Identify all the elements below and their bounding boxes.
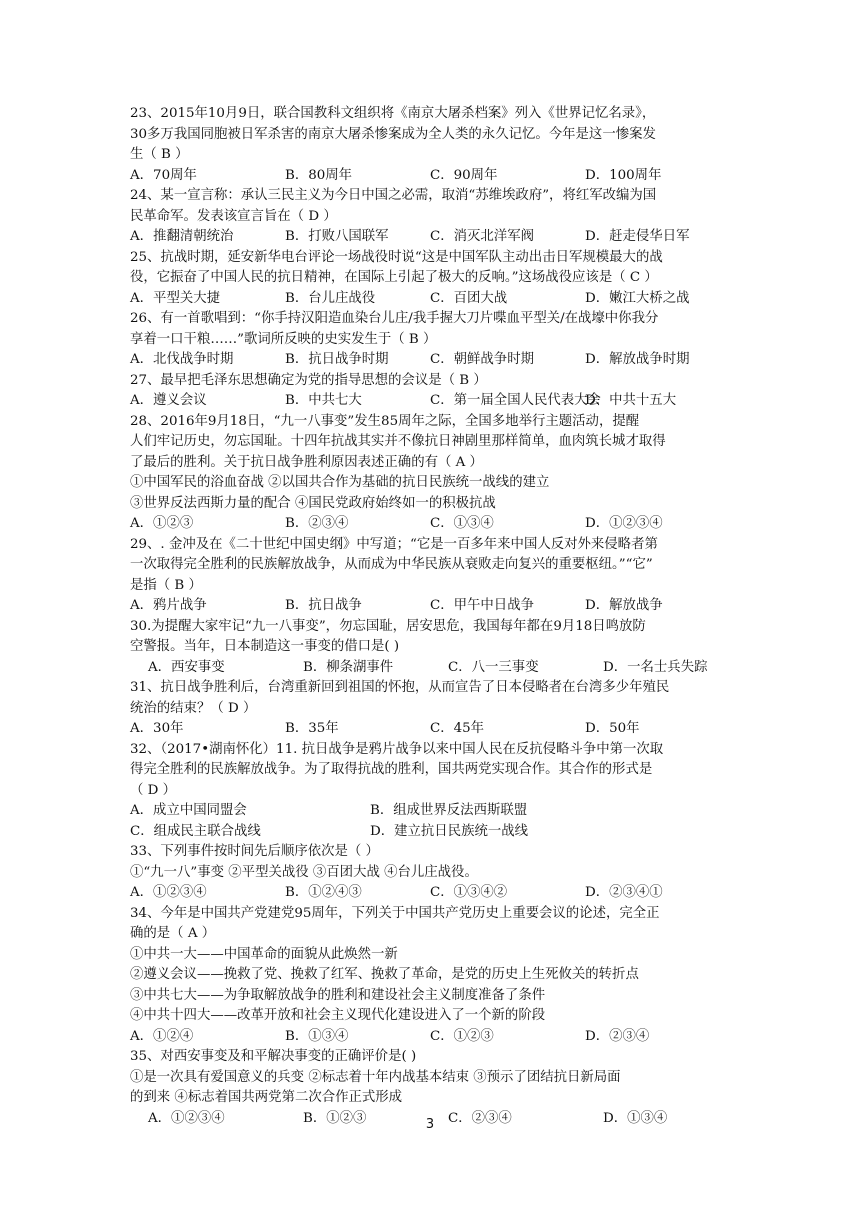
question-q32	[130, 740, 740, 843]
answer-option: B．80周年	[285, 167, 353, 183]
answer-option: D．①②③④	[585, 516, 663, 531]
question-q29	[130, 535, 740, 617]
option-row	[130, 166, 740, 187]
question-text-line: 是指（ B ）	[130, 577, 202, 593]
option-row	[130, 289, 740, 310]
answer-option: D．①③④	[603, 1110, 668, 1126]
answer-option: B．打败八国联军	[285, 229, 389, 244]
question-text-line: 33、下列事件按时间先后顺序依次是（ ）	[130, 844, 379, 859]
answer-option: A．①②③④	[148, 1110, 225, 1126]
question-text-line: 32、（2017•湖南怀化）11. 抗日战争是鸦片战争以来中国人民在反抗侵略斗争中第一次取	[130, 741, 664, 757]
option-row	[130, 883, 740, 904]
answer-option: C．45年	[430, 721, 485, 736]
question-text-line: （ D ）	[130, 782, 177, 798]
question-text-line: 34、今年是中国共产党建党95周年，下列关于中国共产党历史上重要会议的论述，完全正	[130, 905, 660, 921]
question-q28	[130, 412, 740, 535]
question-text-line: 空警报。当年，日本制造这一事变的借口是( )	[130, 639, 400, 654]
answer-option: A．西安事变	[148, 659, 225, 675]
question-text-line: ①是一次具有爱国意义的兵变 ②标志着十年内战基本结束 ③预示了团结抗日新局面	[130, 1069, 621, 1085]
answer-option: A．北伐战争时期	[130, 352, 234, 367]
answer-option: B．台儿庄战役	[285, 290, 376, 306]
answer-option: B．35年	[285, 721, 339, 736]
question-q27	[130, 371, 740, 412]
question-text-line: 得完全胜利的民族解放战争。为了取得抗战的胜利，国共两党实现合作。其合作的形式是	[130, 762, 653, 777]
answer-option: C．②③④	[448, 1110, 512, 1126]
question-list	[130, 104, 740, 1129]
answer-option: D．建立抗日民族统一战线	[370, 823, 529, 839]
answer-option: C．甲午中日战争	[430, 598, 534, 613]
question-text-line: ②遵义会议——挽救了党、挽救了红军、挽救了革命，是党的历史上生死攸关的转折点	[130, 967, 639, 982]
option-row	[130, 350, 740, 371]
answer-option: A．70周年	[130, 167, 197, 183]
question-q30	[130, 617, 740, 679]
question-text-line: 民革命军。发表该宣言旨在（ D ）	[130, 208, 337, 224]
answer-option: A．30年	[130, 721, 184, 736]
question-text-line: ①中国军民的浴血奋战 ②以国共合作为基础的抗日民族统一战线的建立	[130, 475, 550, 490]
question-text-line: 一次取得完全胜利的民族解放战争，从而成为中华民族从衰败走向复兴的重要枢纽。”“它”	[130, 557, 653, 572]
answer-option: D．解放战争	[585, 598, 663, 613]
answer-option: A．成立中国同盟会	[130, 803, 247, 818]
answer-option: B．柳条湖事件	[303, 659, 394, 675]
page-number: 3	[425, 1117, 435, 1132]
answer-option: C．组成民主联合战线	[130, 823, 261, 839]
question-q31	[130, 678, 740, 740]
answer-option: D．解放战争时期	[585, 352, 690, 367]
question-text-line: 了最后的胜利。关于抗日战争胜利原因表述正确的有（ A ）	[130, 454, 483, 470]
answer-option: C．第一届全国人民代表大会	[430, 393, 601, 408]
question-q34	[130, 904, 740, 1048]
question-text-line: ①中共一大——中国革命的面貌从此焕然一新	[130, 946, 398, 962]
answer-option: B．组成世界反法西斯联盟	[370, 803, 528, 818]
answer-option: C．八一三事变	[448, 659, 539, 675]
answer-option: C．①②③	[430, 1028, 494, 1044]
answer-option: D．嫩江大桥之战	[585, 290, 690, 306]
answer-option: C．朝鲜战争时期	[430, 352, 534, 367]
answer-option: B．①③④	[285, 1028, 349, 1044]
question-q33	[130, 842, 740, 904]
question-q26	[130, 309, 740, 371]
question-q23	[130, 104, 740, 186]
option-row	[130, 391, 740, 412]
question-text-line: 人们牢记历史，勿忘国耻。十四年抗战其实并不像抗日神剧里那样简单，血肉筑长城才取得	[130, 434, 666, 449]
answer-option: D．赶走侵华日军	[585, 229, 690, 244]
answer-option: D．②③④	[585, 1028, 650, 1044]
question-text-line: 24、某一宣言称：承认三民主义为今日中国之必需，取消“苏维埃政府”，将红军改编为国	[130, 188, 657, 203]
answer-option: C．①③④②	[430, 885, 508, 900]
question-text-line: 31、抗日战争胜利后，台湾重新回到祖国的怀抱，从而宣告了日本侵略者在台湾多少年殖民	[130, 680, 670, 695]
question-text-line: ①“九一八”事变 ②平型关战役 ③百团大战 ④台儿庄战役。	[130, 864, 478, 880]
answer-option: B．抗日战争	[285, 598, 362, 613]
question-text-line: 30多万我国同胞被日军杀害的南京大屠杀惨案成为全人类的永久记忆。今年是这一惨案发	[130, 126, 656, 142]
answer-option: D．②③④①	[585, 885, 663, 900]
answer-option: B．②③④	[285, 516, 349, 531]
question-text-line: 役，它振奋了中国人民的抗日精神，在国际上引起了极大的反响。”这场战役应该是（ C ）	[130, 270, 658, 285]
answer-option: A．推翻清朝统治	[130, 229, 234, 244]
question-text-line: 生（ B ）	[130, 147, 189, 162]
question-text-line: 的到来 ④标志着国共两党第二次合作正式形成	[130, 1090, 403, 1105]
answer-option: A．平型关大捷	[130, 290, 221, 306]
question-text-line: ④中共十四大——改革开放和社会主义现代化建设进入了一个新的阶段	[130, 1008, 546, 1023]
answer-option: D．100周年	[585, 167, 662, 183]
answer-option: C．90周年	[430, 167, 498, 183]
option-row	[130, 227, 740, 248]
answer-option: A．①②③④	[130, 885, 207, 900]
answer-option: C．①③④	[430, 516, 494, 531]
question-text-line: 27、最早把毛泽东思想确定为党的指导思想的会议是（ B ）	[130, 372, 487, 388]
answer-option: A．鸦片战争	[130, 598, 207, 613]
question-text-line: ③世界反法西斯力量的配合 ④国民党政府始终如一的积极抗战	[130, 495, 496, 511]
answer-option: A．①②④	[130, 1028, 194, 1044]
answer-option: D．一名士兵失踪	[603, 659, 708, 675]
answer-option: B．①②③	[303, 1110, 367, 1126]
question-text-line: 30.为提醒大家牢记“九一八事变”，勿忘国耻，居安思危，我国每年都在9月18日鸣放防	[130, 618, 646, 634]
question-text-line: ③中共七大——为争取解放战争的胜利和建设社会主义制度准备了条件	[130, 987, 546, 1003]
answer-option: D．中共十五大	[585, 393, 677, 408]
question-text-line: 统治的结束？（ D ）	[130, 700, 257, 716]
option-row	[130, 1027, 740, 1048]
question-text-line: 25、抗战时期，延安新华电台评论一场战役时说“这是中国军队主动出击日军规模最大的战	[130, 249, 663, 265]
question-text-line: 享着一口干粮……”歌词所反映的史实发生于（ B ）	[130, 331, 437, 347]
answer-option: D．50年	[585, 721, 640, 736]
answer-option: B．①②④③	[285, 885, 362, 900]
answer-option: C．消灭北洋军阀	[430, 229, 534, 244]
answer-option: A．①②③	[130, 516, 194, 531]
question-q24	[130, 186, 740, 248]
question-text-line: 29、. 金冲及在《二十世纪中国史纲》中写道；“它是一百多年来中国人反对外来侵略者第	[130, 536, 658, 552]
answer-option: C．百团大战	[430, 290, 508, 306]
option-row	[130, 596, 740, 617]
answer-option: B．中共七大	[285, 393, 362, 408]
option-row	[130, 719, 740, 740]
answer-option: A．遵义会议	[130, 393, 207, 408]
question-text-line: 23、2015年10月9日，联合国教科文组织将《南京大屠杀档案》列入《世界记忆名录》，	[130, 106, 656, 121]
option-row	[130, 822, 740, 843]
question-q25	[130, 248, 740, 310]
question-text-line: 28、2016年9月18日，“九一八事变”发生85周年之际，全国多地举行主题活动，提醒	[130, 413, 640, 429]
question-text-line: 确的是（ A ）	[130, 926, 216, 941]
option-row	[130, 514, 740, 535]
option-row	[130, 801, 740, 822]
option-row	[130, 658, 740, 679]
question-text-line: 35、对西安事变及和平解决事变的正确评价是( )	[130, 1049, 417, 1064]
answer-option: B．抗日战争时期	[285, 352, 389, 367]
question-text-line: 26、有一首歌唱到：“你手持汉阳造血染台儿庄/我手握大刀片喋血平型关/在战壕中你我分	[130, 311, 659, 326]
